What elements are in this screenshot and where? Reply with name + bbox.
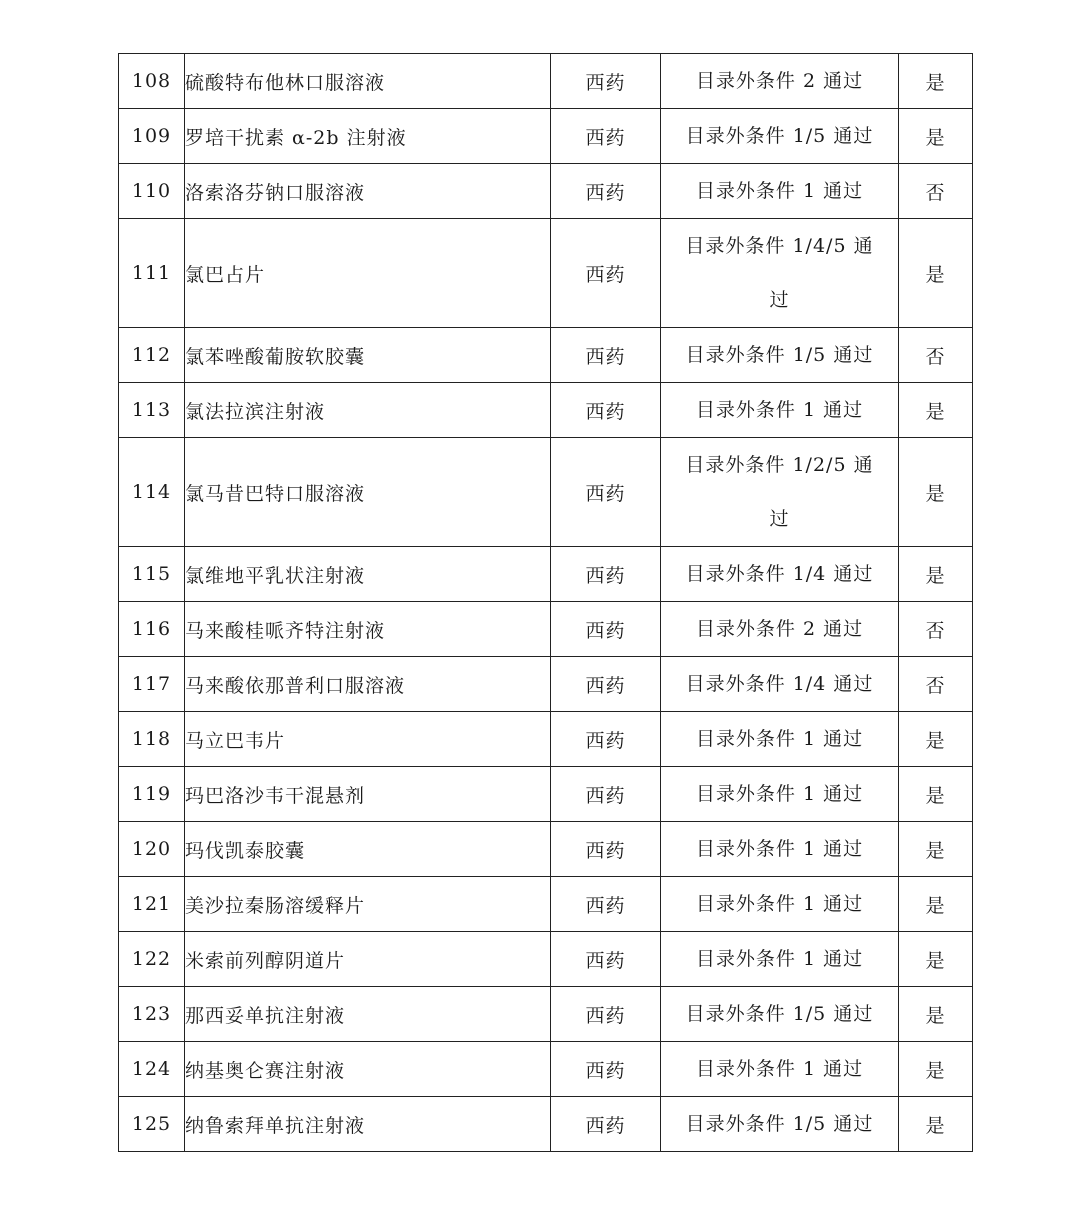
drug-name: 马来酸依那普利口服溶液 bbox=[185, 657, 551, 712]
result-flag: 否 bbox=[899, 602, 973, 657]
drug-name: 马立巴韦片 bbox=[185, 712, 551, 767]
result-flag: 是 bbox=[899, 712, 973, 767]
result-flag: 是 bbox=[899, 383, 973, 438]
review-condition: 目录外条件 2 通过 bbox=[661, 602, 899, 657]
drug-name: 氯巴占片 bbox=[185, 219, 551, 328]
drug-type: 西药 bbox=[551, 383, 661, 438]
review-condition: 目录外条件 1/5 通过 bbox=[661, 1097, 899, 1152]
result-flag: 是 bbox=[899, 767, 973, 822]
row-number: 115 bbox=[119, 547, 185, 602]
result-flag: 是 bbox=[899, 219, 973, 328]
row-number: 114 bbox=[119, 438, 185, 547]
result-flag: 是 bbox=[899, 932, 973, 987]
drug-type: 西药 bbox=[551, 1042, 661, 1097]
drug-type: 西药 bbox=[551, 987, 661, 1042]
drug-name: 氯法拉滨注射液 bbox=[185, 383, 551, 438]
row-number: 118 bbox=[119, 712, 185, 767]
drug-name: 纳鲁索拜单抗注射液 bbox=[185, 1097, 551, 1152]
result-flag: 是 bbox=[899, 1097, 973, 1152]
drug-name: 纳基奥仑赛注射液 bbox=[185, 1042, 551, 1097]
review-condition: 目录外条件 1 通过 bbox=[661, 712, 899, 767]
drug-type: 西药 bbox=[551, 932, 661, 987]
review-condition: 目录外条件 1 通过 bbox=[661, 822, 899, 877]
table-row bbox=[119, 164, 973, 219]
drug-type: 西药 bbox=[551, 328, 661, 383]
row-number: 119 bbox=[119, 767, 185, 822]
review-condition: 目录外条件 1/2/5 通过 bbox=[661, 438, 899, 547]
drug-type: 西药 bbox=[551, 877, 661, 932]
drug-type: 西药 bbox=[551, 712, 661, 767]
review-condition: 目录外条件 1/4 通过 bbox=[661, 657, 899, 712]
table-row bbox=[119, 438, 973, 547]
table-row bbox=[119, 657, 973, 712]
review-condition: 目录外条件 1/5 通过 bbox=[661, 109, 899, 164]
row-number: 125 bbox=[119, 1097, 185, 1152]
review-condition: 目录外条件 1 通过 bbox=[661, 932, 899, 987]
table-row bbox=[119, 602, 973, 657]
drug-name: 玛伐凯泰胶囊 bbox=[185, 822, 551, 877]
table-row bbox=[119, 219, 973, 328]
result-flag: 否 bbox=[899, 328, 973, 383]
drug-type: 西药 bbox=[551, 1097, 661, 1152]
drug-name: 米索前列醇阴道片 bbox=[185, 932, 551, 987]
table-row bbox=[119, 54, 973, 109]
row-number: 120 bbox=[119, 822, 185, 877]
drug-list-table bbox=[118, 53, 973, 1152]
table-row bbox=[119, 767, 973, 822]
row-number: 121 bbox=[119, 877, 185, 932]
review-condition: 目录外条件 1 通过 bbox=[661, 1042, 899, 1097]
drug-name: 氯维地平乳状注射液 bbox=[185, 547, 551, 602]
review-condition: 目录外条件 1 通过 bbox=[661, 767, 899, 822]
result-flag: 是 bbox=[899, 987, 973, 1042]
table-row bbox=[119, 383, 973, 438]
table-row bbox=[119, 932, 973, 987]
row-number: 124 bbox=[119, 1042, 185, 1097]
drug-type: 西药 bbox=[551, 219, 661, 328]
result-flag: 是 bbox=[899, 822, 973, 877]
row-number: 108 bbox=[119, 54, 185, 109]
result-flag: 否 bbox=[899, 164, 973, 219]
table-row bbox=[119, 877, 973, 932]
review-condition: 目录外条件 1/4/5 通过 bbox=[661, 219, 899, 328]
row-number: 116 bbox=[119, 602, 185, 657]
table-row bbox=[119, 712, 973, 767]
row-number: 112 bbox=[119, 328, 185, 383]
result-flag: 否 bbox=[899, 657, 973, 712]
drug-name: 玛巴洛沙韦干混悬剂 bbox=[185, 767, 551, 822]
row-number: 122 bbox=[119, 932, 185, 987]
table-row bbox=[119, 1097, 973, 1152]
drug-name: 硫酸特布他林口服溶液 bbox=[185, 54, 551, 109]
row-number: 110 bbox=[119, 164, 185, 219]
review-condition: 目录外条件 1 通过 bbox=[661, 383, 899, 438]
table-row bbox=[119, 1042, 973, 1097]
drug-type: 西药 bbox=[551, 164, 661, 219]
drug-type: 西药 bbox=[551, 767, 661, 822]
drug-type: 西药 bbox=[551, 547, 661, 602]
drug-type: 西药 bbox=[551, 54, 661, 109]
result-flag: 是 bbox=[899, 109, 973, 164]
drug-name: 罗培干扰素 α-2b 注射液 bbox=[185, 109, 551, 164]
drug-name: 马来酸桂哌齐特注射液 bbox=[185, 602, 551, 657]
row-number: 109 bbox=[119, 109, 185, 164]
drug-type: 西药 bbox=[551, 822, 661, 877]
review-condition: 目录外条件 1/5 通过 bbox=[661, 328, 899, 383]
drug-name: 氯苯唑酸葡胺软胶囊 bbox=[185, 328, 551, 383]
review-condition: 目录外条件 1/5 通过 bbox=[661, 987, 899, 1042]
table-row bbox=[119, 547, 973, 602]
table-row bbox=[119, 987, 973, 1042]
drug-name: 氯马昔巴特口服溶液 bbox=[185, 438, 551, 547]
drug-type: 西药 bbox=[551, 438, 661, 547]
result-flag: 是 bbox=[899, 877, 973, 932]
drug-name: 那西妥单抗注射液 bbox=[185, 987, 551, 1042]
row-number: 123 bbox=[119, 987, 185, 1042]
drug-name: 美沙拉秦肠溶缓释片 bbox=[185, 877, 551, 932]
drug-type: 西药 bbox=[551, 657, 661, 712]
result-flag: 是 bbox=[899, 438, 973, 547]
result-flag: 是 bbox=[899, 547, 973, 602]
review-condition: 目录外条件 1 通过 bbox=[661, 877, 899, 932]
row-number: 117 bbox=[119, 657, 185, 712]
row-number: 113 bbox=[119, 383, 185, 438]
drug-name: 洛索洛芬钠口服溶液 bbox=[185, 164, 551, 219]
review-condition: 目录外条件 1 通过 bbox=[661, 164, 899, 219]
row-number: 111 bbox=[119, 219, 185, 328]
table-row bbox=[119, 822, 973, 877]
table-row bbox=[119, 109, 973, 164]
review-condition: 目录外条件 1/4 通过 bbox=[661, 547, 899, 602]
result-flag: 是 bbox=[899, 1042, 973, 1097]
table-row bbox=[119, 328, 973, 383]
drug-type: 西药 bbox=[551, 109, 661, 164]
drug-type: 西药 bbox=[551, 602, 661, 657]
review-condition: 目录外条件 2 通过 bbox=[661, 54, 899, 109]
result-flag: 是 bbox=[899, 54, 973, 109]
